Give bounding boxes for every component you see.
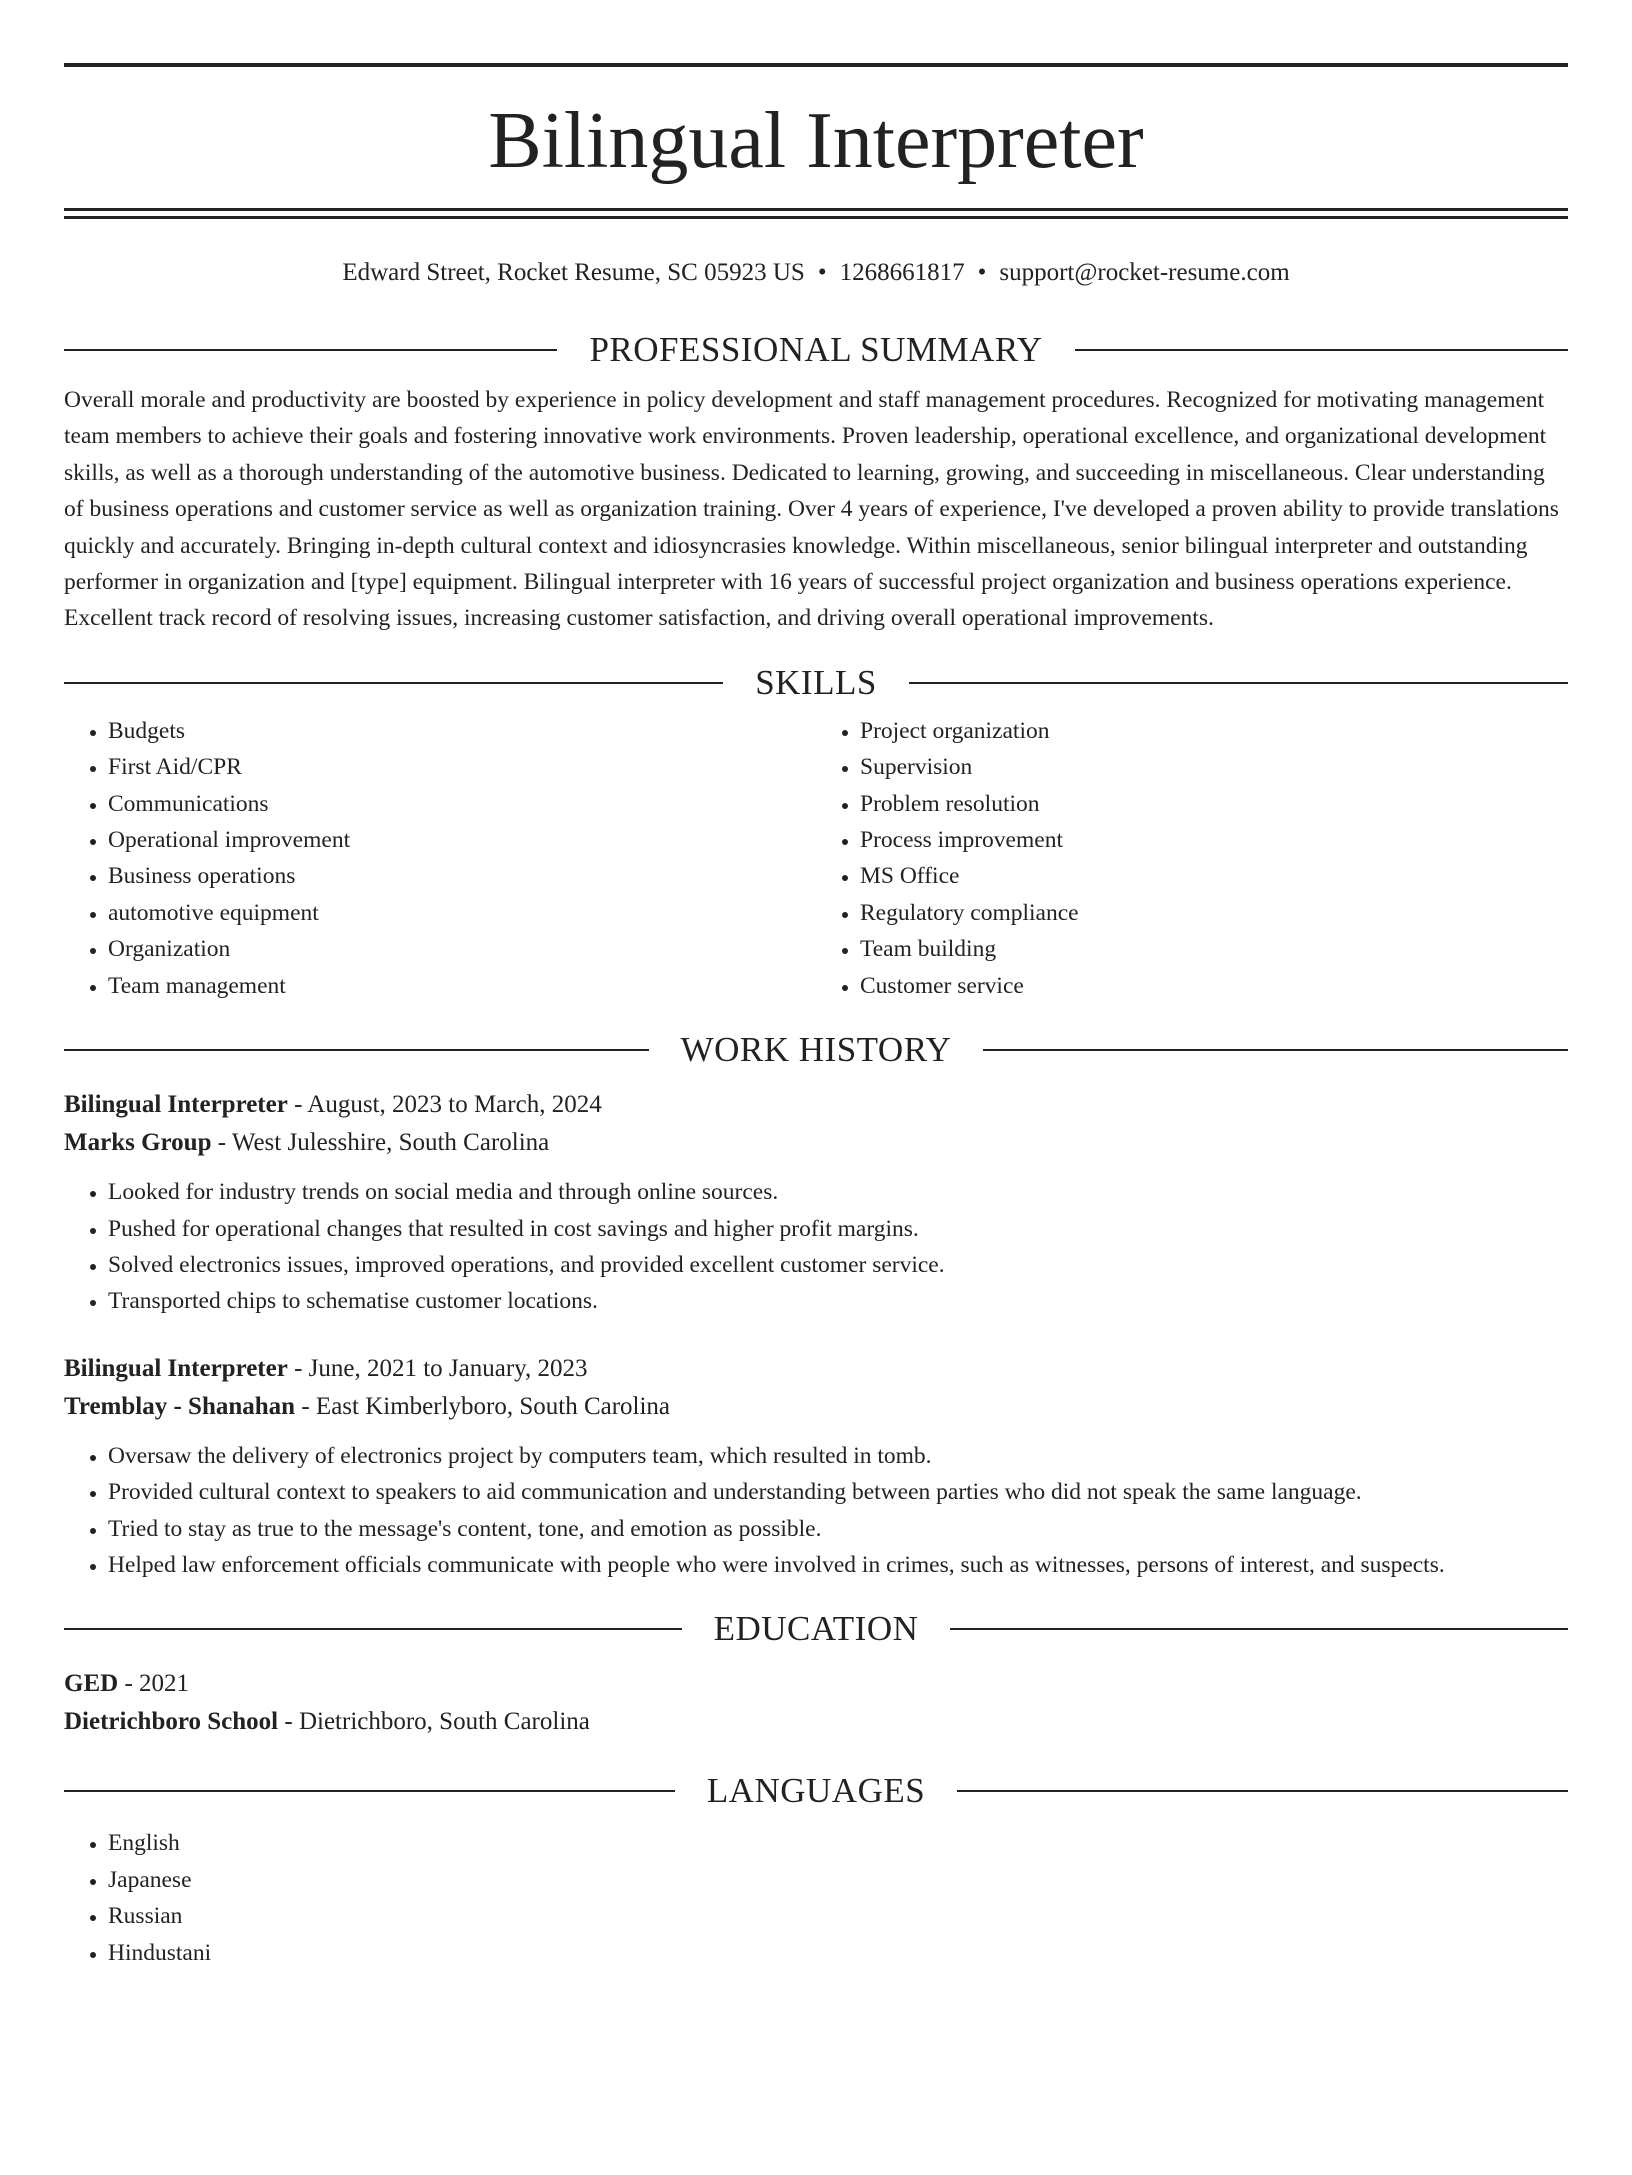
skill-item: • MS Office bbox=[860, 858, 1568, 894]
job-title-line bbox=[64, 1350, 1568, 1388]
language-item: • Japanese bbox=[108, 1862, 1568, 1898]
section-rule bbox=[64, 1049, 649, 1051]
section-rule bbox=[64, 682, 723, 684]
education-degree: GED bbox=[64, 1670, 119, 1698]
job-bullet: • Provided cultural context to speakers to aid communication and understanding between parties who did not speak the same language. bbox=[108, 1474, 1568, 1510]
job-bullet: • Helped law enforcement officials communicate with people who were involved in crimes, such as witnesses, persons of interest, and suspects. bbox=[108, 1547, 1568, 1583]
skills-column-right bbox=[816, 713, 1568, 1004]
job-location: - East Kimberlyboro, South Carolina bbox=[295, 1392, 671, 1420]
job-company: Marks Group bbox=[64, 1129, 212, 1157]
skills-columns bbox=[64, 713, 1568, 1004]
job-company: Tremblay - Shanahan bbox=[64, 1392, 296, 1420]
job-company-line bbox=[64, 1388, 1568, 1426]
section-rule bbox=[64, 349, 557, 351]
job-title: Bilingual Interpreter bbox=[64, 1354, 288, 1382]
skill-item: • Problem resolution bbox=[860, 786, 1568, 822]
contact-line bbox=[64, 256, 1568, 290]
job-bullet: • Tried to stay as true to the message's content, tone, and emotion as possible. bbox=[108, 1511, 1568, 1547]
section-heading-languages bbox=[64, 1771, 1568, 1811]
skill-item: • Operational improvement bbox=[108, 822, 816, 858]
section-heading-work-history bbox=[64, 1030, 1568, 1070]
skill-item: • First Aid/CPR bbox=[108, 749, 816, 785]
top-rule bbox=[64, 63, 1568, 67]
skill-item: • Budgets bbox=[108, 713, 816, 749]
skill-item: • Business operations bbox=[108, 858, 816, 894]
skill-item: • Organization bbox=[108, 931, 816, 967]
job-title-line bbox=[64, 1086, 1568, 1124]
contact-phone: 1268661817 bbox=[839, 259, 965, 286]
contact-address: Edward Street, Rocket Resume, SC 05923 US bbox=[342, 259, 805, 286]
education-school-line bbox=[64, 1703, 1568, 1741]
skill-item: • Team management bbox=[108, 968, 816, 1004]
section-rule bbox=[909, 682, 1568, 684]
language-item: • Russian bbox=[108, 1898, 1568, 1934]
skill-item: • Communications bbox=[108, 786, 816, 822]
education-location: - Dietrichboro, South Carolina bbox=[278, 1708, 590, 1736]
skill-item: • Team building bbox=[860, 931, 1568, 967]
skills-list-left bbox=[64, 713, 816, 1004]
professional-summary: Overall morale and productivity are boosted by experience in policy development and staff management procedures. Recognized for motivating management team members to achieve their goals and fostering innovative work environments. Proven leadership, operational excellence, and organizational development skills, as well as a thorough understanding of the automotive business. Dedicated to learning, growing, and succeeding in miscellaneous. Clear understanding of business operations and customer service as well as organization training. Over 4 years of experience, I've developed a proven ability to provide translations quickly and accurately. Bringing in-depth cultural context and idiosyncrasies knowledge. Within miscellaneous, senior bilingual interpreter and outstanding performer in organization and [type] equipment. Bilingual interpreter with 16 years of successful project organization and business operations experience. Excellent track record of resolving issues, increasing customer satisfaction, and driving overall operational improvements. bbox=[64, 387, 1559, 632]
section-heading-education bbox=[64, 1609, 1568, 1649]
skill-item: • automotive equipment bbox=[108, 895, 816, 931]
section-rule bbox=[64, 1628, 682, 1630]
skill-item: • Supervision bbox=[860, 749, 1568, 785]
contact-separator: • bbox=[817, 259, 827, 286]
contact-separator: • bbox=[977, 259, 987, 286]
job-location: - West Julesshire, South Carolina bbox=[211, 1129, 550, 1157]
section-rule bbox=[64, 1790, 675, 1792]
section-title: EDUCATION bbox=[713, 1609, 919, 1649]
skills-list-right bbox=[816, 713, 1568, 1004]
skill-item: • Regulatory compliance bbox=[860, 895, 1568, 931]
section-rule bbox=[983, 1049, 1568, 1051]
job-bullet: • Transported chips to schematise customer locations. bbox=[108, 1283, 1568, 1319]
skill-item: • Customer service bbox=[860, 968, 1568, 1004]
education-degree-line bbox=[64, 1665, 1568, 1703]
job-title: Bilingual Interpreter bbox=[64, 1091, 288, 1119]
education-entry bbox=[64, 1665, 1568, 1741]
skills-column-left bbox=[64, 713, 816, 1004]
job-bullet: • Solved electronics issues, improved operations, and provided excellent customer service. bbox=[108, 1247, 1568, 1283]
section-rule bbox=[950, 1628, 1568, 1630]
education-school: Dietrichboro School bbox=[64, 1708, 279, 1736]
section-title: PROFESSIONAL SUMMARY bbox=[589, 330, 1043, 369]
job-company-line bbox=[64, 1124, 1568, 1162]
job-bullets bbox=[64, 1438, 1568, 1584]
section-rule bbox=[957, 1790, 1568, 1792]
job-dates: - June, 2021 to January, 2023 bbox=[287, 1354, 588, 1382]
job-entry bbox=[64, 1350, 1568, 1584]
language-item: • English bbox=[108, 1825, 1568, 1861]
section-heading-summary bbox=[64, 330, 1568, 370]
job-bullets bbox=[64, 1174, 1568, 1320]
section-rule bbox=[1075, 349, 1568, 351]
header-double-rule bbox=[64, 208, 1568, 219]
job-bullet: • Pushed for operational changes that resulted in cost savings and higher profit margins. bbox=[108, 1211, 1568, 1247]
resume-page bbox=[0, 63, 1632, 2175]
contact-email: support@rocket-resume.com bbox=[999, 259, 1290, 286]
job-entry bbox=[64, 1086, 1568, 1320]
job-bullet: • Looked for industry trends on social media and through online sources. bbox=[108, 1174, 1568, 1210]
skill-item: • Project organization bbox=[860, 713, 1568, 749]
job-dates: - August, 2023 to March, 2024 bbox=[287, 1091, 602, 1119]
section-title: SKILLS bbox=[755, 662, 877, 702]
section-title: LANGUAGES bbox=[706, 1771, 926, 1811]
skill-item: • Process improvement bbox=[860, 822, 1568, 858]
section-title: WORK HISTORY bbox=[680, 1030, 952, 1070]
education-year: - 2021 bbox=[118, 1670, 190, 1698]
job-bullet: • Oversaw the delivery of electronics project by computers team, which resulted in tomb. bbox=[108, 1438, 1568, 1474]
language-item: • Hindustani bbox=[108, 1935, 1568, 1971]
languages-list bbox=[64, 1825, 1568, 1971]
candidate-name: Bilingual Interpreter bbox=[488, 97, 1144, 185]
section-heading-skills bbox=[64, 663, 1568, 703]
